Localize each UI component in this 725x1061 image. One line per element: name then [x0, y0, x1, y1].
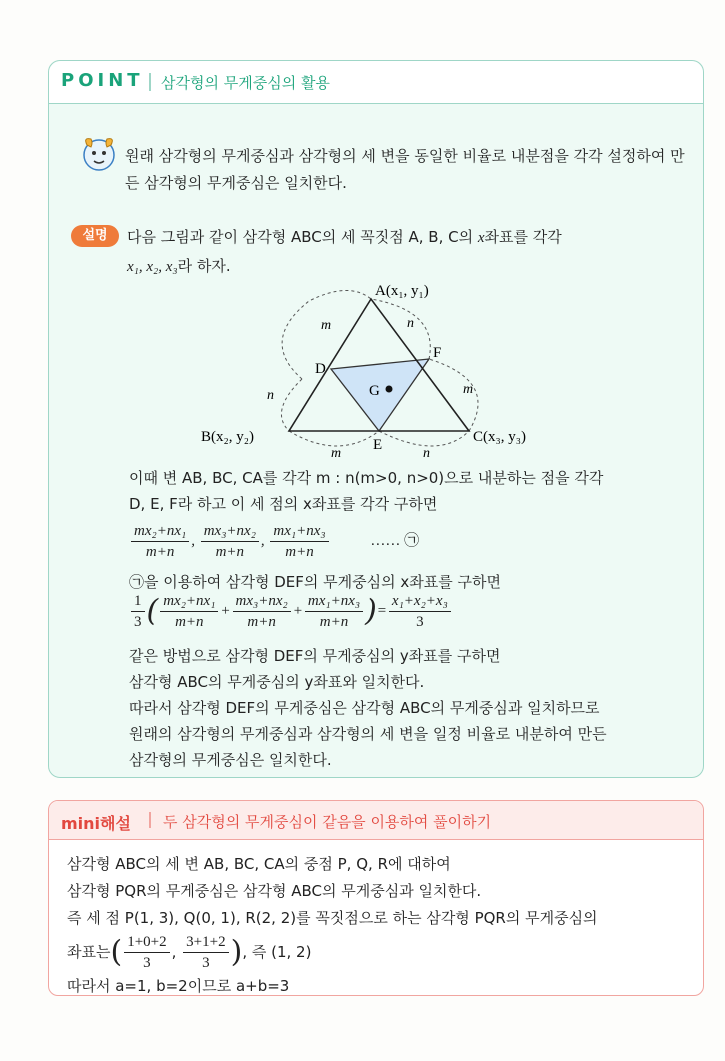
label-m-BE: m [331, 446, 342, 461]
goat-mascot-icon [79, 133, 119, 173]
mini-header [49, 801, 703, 840]
header-divider [149, 73, 151, 91]
arc-EC [379, 431, 469, 446]
intro-line-1: 다음 그림과 같이 삼각형 ABC의 세 꼭짓점 A, B, C의 [127, 228, 474, 246]
mini-line-2: 삼각형 PQR의 무게중심은 삼각형 ABC의 무게중심과 일치한다. [67, 882, 482, 900]
point-box [48, 60, 704, 778]
mini-solution-box [48, 800, 704, 996]
arc-DB [281, 379, 302, 431]
point-summary: 원래 삼각형의 무게중심과 삼각형의 세 변을 동일한 비율로 내분점을 각각 설정하여 만든 삼각형의 무게중심은 일치한다. [125, 147, 685, 192]
label-B: B(x₂, y₂) [201, 429, 254, 445]
centroid-G [386, 386, 393, 393]
label-G: G [369, 383, 380, 399]
para-1: 이때 변 AB, BC, CA를 각각 m : n(m>0, n>0)으로 내분하는 점을 각각 [129, 469, 604, 487]
intro-text [127, 223, 687, 281]
para-7: 원래의 삼각형의 무게중심과 삼각형의 세 변을 일정 비율로 내분하여 만든 [129, 725, 607, 743]
label-n-FA: n [407, 316, 414, 331]
centroid-result: $\frac{\text{x₁+x₂+x₃}}{3}$ [389, 591, 451, 632]
triangle-DEF [331, 359, 429, 431]
label-D: D [315, 361, 326, 377]
para-5: 삼각형 ABC의 무게중심의 y좌표와 일치한다. [129, 673, 425, 691]
label-E: E [373, 437, 383, 453]
centroid-formula: $\frac{1}{3}$ ( $\frac{\text{mx₂+nx₁}}{m+n}$ + $\frac{\text{mx₃+nx₂}}{m+n}$ + $\frac{\text{mx₁+nx₃}}{m+n}$ )= $\frac{\text{x₁+x₂+x₃}}{3}$ [129, 591, 699, 632]
intro-line-2: 라 하자. [177, 257, 231, 275]
para-8: 삼각형의 무게중심은 일치한다. [129, 751, 332, 769]
arc-BE [289, 431, 379, 446]
fraction-D: $\frac{\text{mx₂+nx₁}}{m+n}$ [131, 521, 189, 562]
mini-title: 두 삼각형의 무게중심이 같음을 이용하여 풀이하기 [163, 813, 492, 831]
mini-line-4: 좌표는( $\frac{1+0+2}{3}$ , $\frac{3+1+2}{3}$ ), 즉 (1, 2) [67, 934, 312, 971]
mini-line-3: 즉 세 점 P(1, 3), Q(0, 1), R(2, 2)를 꼭짓점으로 하는 삼각형 PQR의 무게중심의 [67, 909, 598, 927]
label-n-EC: n [423, 446, 430, 461]
label-m-CF: m [463, 382, 474, 397]
para-3: ㉠을 이용하여 삼각형 DEF의 무게중심의 x좌표를 구하면 [129, 573, 501, 591]
label-C: C(x₃, y₃) [473, 429, 526, 445]
fraction-F: $\frac{\text{mx₁+nx₃}}{m+n}$ [270, 521, 328, 562]
intro-variables: x₁, x₂, x₃ [127, 259, 178, 275]
mini-line-1: 삼각형 ABC의 세 변 AB, BC, CA의 중점 P, Q, R에 대하여 [67, 855, 451, 873]
intro-variable: x [477, 230, 485, 246]
point-header [49, 61, 703, 104]
para-2: D, E, F라 하고 이 세 점의 x좌표를 각각 구하면 [129, 495, 438, 513]
mini-body [67, 851, 687, 1000]
label-A: A(x₁, y₁) [375, 283, 429, 299]
mini-label: mini해설 [61, 814, 131, 833]
one-third: $\frac{1}{3}$ [131, 591, 145, 632]
para-4: 같은 방법으로 삼각형 DEF의 무게중심의 y좌표를 구하면 [129, 647, 501, 665]
point-title: 삼각형의 무게중심의 활용 [161, 74, 330, 92]
fractions-line: $\frac{\text{mx₂+nx₁}}{m+n}$ , $\frac{\text{mx₃+nx₂}}{m+n}$ , $\frac{\text{mx₁+nx₃}}{m+n}$ …… ㉠ [129, 521, 699, 562]
label-m-AD: m [321, 318, 332, 333]
mini-line-5: 따라서 a=1, b=2이므로 a+b=3 [67, 977, 290, 995]
arc-FA [371, 299, 430, 359]
mini-divider [149, 812, 151, 828]
intro-line-1b: 좌표를 각각 [484, 228, 562, 246]
label-F: F [433, 345, 442, 361]
reference-mark: …… ㉠ [370, 532, 420, 549]
fraction-E: $\frac{\text{mx₃+nx₂}}{m+n}$ [201, 521, 259, 562]
explanation-badge: 설명 [71, 225, 119, 247]
point-label: POINT [61, 70, 144, 91]
label-n-DB: n [267, 388, 274, 403]
para-6: 따라서 삼각형 DEF의 무게중심은 삼각형 ABC의 무게중심과 일치하므로 [129, 699, 600, 717]
triangle-diagram [199, 281, 539, 461]
